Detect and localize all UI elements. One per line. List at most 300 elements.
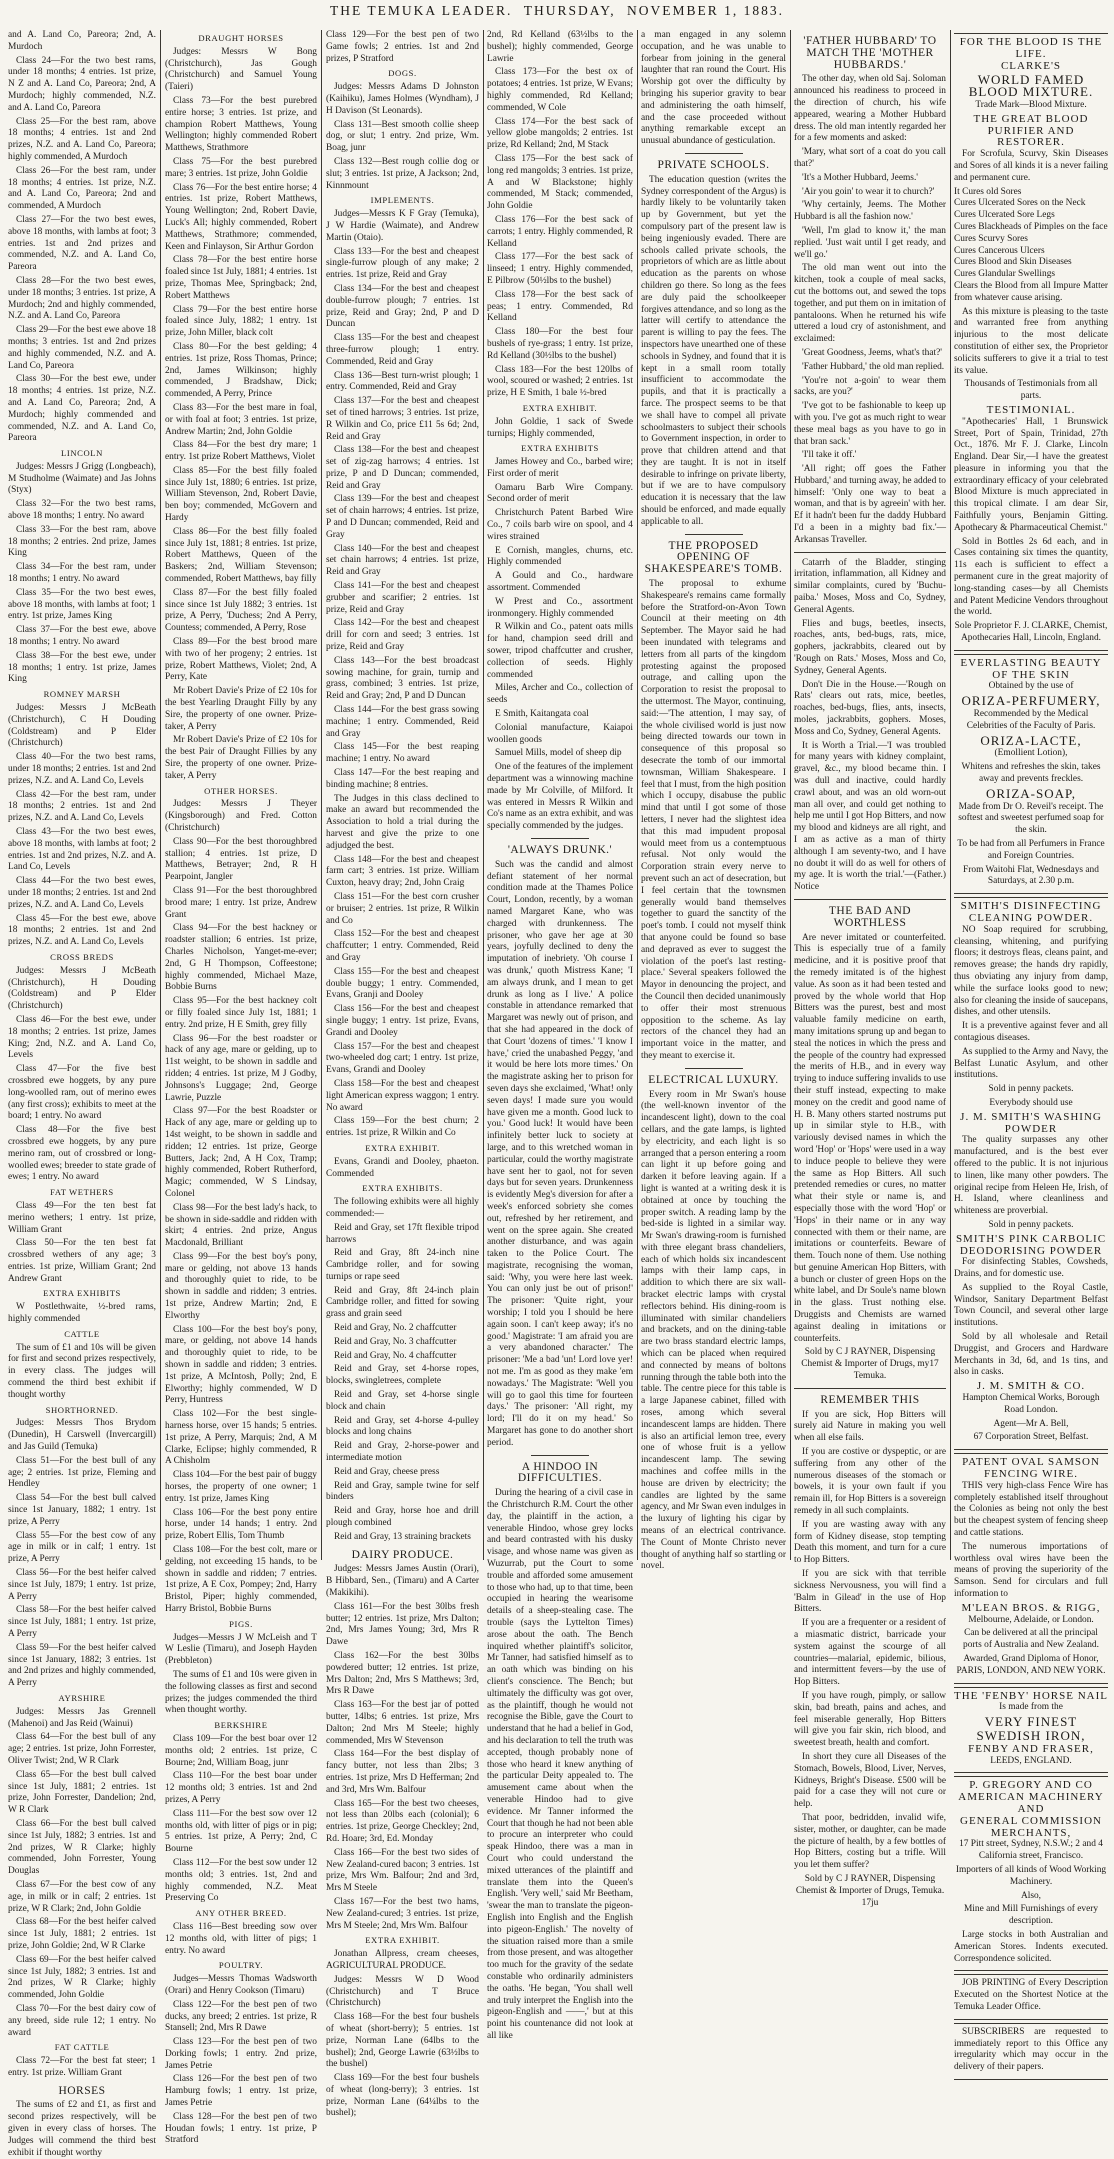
section-heading: DAIRY PRODUCE. [351,1548,454,1561]
advert-paragraph: The quality surpasses any other manufactured, and is the best ever offered to the public. It is not injurious to linen, like many other powders. The original recipe from Heleen He, Irish, of H. Island, where cleanliness and whiteness are proverbial. [954,1135,1108,1217]
column-rule [950,30,951,1560]
article-paragraph: The Judges in this class declined to make an award but recommended the Association to hold a trial during the harvest and give the prize to one adjudged the best. [326,793,479,851]
section-heading: CROSS BREDS [50,951,114,962]
article-paragraph: 'Great Goodness, Jeems, what's that?' [802,347,942,358]
article-divider [531,1455,589,1456]
article-paragraph: 'Father Hubbard,' the old man replied. [802,361,945,372]
masthead-title: THE TEMUKA LEADER. [329,3,513,18]
article-paragraph: 'Mary, what sort of a coat do you call that?' [794,147,946,169]
article-paragraph: Mr Robert Davie's Prize of £2 10s for the best Yearling Draught Filly by any Sire, the property of one owner. Prize-taker, A Perry [165,686,317,732]
advert-divider [794,552,946,553]
article-paragraph: Class 80—For the best gelding; 4 entries. 1st prize, Ross Thomas, Prince; 2nd, James Wilkinson; highly commended, J Bradshaw, Dick; commended, A Perry, Prince [165,341,317,400]
article-paragraph: W Postlethwaite, ½-bred rams, highly commended [8,1302,156,1325]
section-heading: IMPLEMENTS. [370,195,435,206]
advert-line: Everybody should use [989,1097,1073,1108]
article-paragraph: Reid and Gray, set 4-horse ropes, blocks, swingletrees, complete [326,1364,479,1387]
advert-title: SMITH'S PINK CARBOLIC DEODORISING POWDER [955,1232,1107,1257]
article-paragraph: The sums of £1 and 10s were given in the following classes as first and second prizes; the judges commended the third when thought worthy. [165,1669,317,1716]
article-paragraph: Class 86—For the best filly foaled since July 1st, 1881; 8 entries. 1st prize, Robert Matthews, Queen of the Baskers; 2nd, William Stevenson; commended, Robert Matthews, bay filly [165,526,317,585]
article-paragraph: Class 98—For the best lady's hack, to be shown in side-saddle and ridden with skirt; 4 entries. 2nd prize, Angus Macdonald, Brilliant [165,1202,317,1249]
advert-line: Made from Dr O. Reveil's receipt. The softest and sweetest perfumed soap for the skin. [958,801,1104,836]
advert-clarkes-blood-mixture [954,33,1108,651]
article-paragraph: Class 24—For the two best rams, under 18 months; 4 entries. 1st prize, N Z and A. Land Co, Pareora; 2nd, A Murdoch; highly commended, N.Z. and A. Land Co, Pareora [8,55,156,113]
article-paragraph: 'I've got to be fashionable to keep up with you. I've got as much right to wear these meal bags as you have to go in that bran sack.' [794,401,946,447]
advert-signature: Sold by C J RAYNER, Dispensing Chemist & Importer of Drugs, my17 Temuka. [801,1347,939,1382]
section-heading: POULTRY. [218,1960,264,1971]
advert-title: SMITH'S DISINFECTING CLEANING POWDER. [960,900,1102,924]
article-paragraph: Class 65—For the best bull calved since 1st July, 1881; 2 entries. 1st prize, John Forrester, Dandelion; 2nd, W R Clark [8,1769,156,1816]
article-paragraph: Reid and Gray, 2-horse-power and intermediate motion [326,1441,479,1464]
article-paragraph: Class 141—For the best and cheapest grubber and scarifier; 2 entries. 1st prize, Reid and Gray [326,581,479,615]
advert-subscribers-notice [954,2023,1108,2080]
article-paragraph: The education question (writes the Sydney correspondent of the Argus) is hardly likely to be voluntarily taken up by Government, but yet the compulsory part of the present law is being ingeniously evaded. There are schools called private schools, the proprietors of which are as little about education as the parents on whose children go there. So long as the fees are duly paid the schoolkeeper forgives attendance, and so long as the latter will certify to attendance the parent is willing to pay the fees. The inspectors have unearthed one of these schools in Sydney, and found that it is kept in a small room totally insufficient to accommodate the pupils, and that it is practically a farce. The prospect seems to be that we shall have to compel all private schoolmasters to subject their schools to Government inspection, in order to prove that children attend and that they are taught. It is not in itself desirable to infringe on private liberty, but if we are to have compulsory education it is necessary that the law should be enforced, and made equally applicable to all. [641,174,786,527]
article-paragraph: Class 75—For the best purebred mare; 3 entries. 1st prize, John Goldie [165,156,317,179]
advert-paragraph: For disinfecting Stables, Cowsheds, Drains, and for domestic use. [954,1257,1108,1280]
advert-paragraph: "Apothecaries' Hall, 1 Brunswick Street, Port of Spain, Trinidad, 27th Oct., 1876. Mr F. J. Clarke, Lincoln England. Dear Sir,—I have the greatest pleasure in informing you that the extraordinary efficacy of your celebrated Blood Mixture is much appreciated in this tropical climate. I am dear Sir, Faithfully yours, Benjamin Gitting. Apothecary & Pharmaceutical Chemist." [954,416,1108,533]
section-heading: EXTRA EXHIBITS [521,443,599,454]
advert-line: LEEDS, ENGLAND. [990,1755,1072,1766]
article-paragraph: Class 177—For the best sack of linseed; 1 entry. Highly commended, E Pilbrow (50½lbs to the bushel) [487,252,633,286]
article-paragraph: Class 151—For the best corn crusher or bruiser; 2 entries. 1st prize, R Wilkin and Co [326,891,479,926]
masthead-date: NOVEMBER 1, 1883. [627,3,785,18]
article-paragraph: 2nd, Rd Kelland (63½lbs to the bushel); highly commended, George Lawrie [487,30,633,64]
advert-paragraph: SUBSCRIBERS are requested to immediately report to this Office any irregularity which may occur in the delivery of their papers. [954,2026,1108,2073]
column-rule [321,30,322,1560]
article-headline: 'FATHER HUBBARD' TO MATCH THE 'MOTHER HUBBARDS.' [803,35,937,71]
advert-line: Also, [1020,1890,1042,1901]
article-paragraph: Class 128—For the best pen of two Houdan fowls; 1 entry. 1st prize, P Stratford [165,2111,317,2146]
article-paragraph: Judges: Messrs W D Wood (Christchurch) and T Bruce (Christchurch) [326,1974,479,2009]
masthead-day: THURSDAY, [523,3,616,18]
advert-title: WORLD FAMED BLOOD MIXTURE. [968,72,1094,100]
advert-subtitle: THE GREAT BLOOD PURIFIER AND RESTORER. [973,112,1089,149]
article-paragraph: The following exhibits were all highly commended:— [326,1197,479,1219]
article-paragraph: 'I'll take it off.' [802,450,857,461]
article-paragraph: Class 148—For the best and cheapest farm cart; 3 entries. 1st prize. William Cuxton, heavy dray; 2nd, John Craig [326,854,479,889]
article-paragraph: 'It's a Mother Hubbard, Jeems.' [802,172,918,183]
article-paragraph: Class 158—For the best and cheapest light American express waggon; 1 entry. No award [326,1078,479,1113]
article-paragraph: Class 51—For the best bull of any age; 2 entries. 1st prize, Fleming and Hendley [8,1455,156,1490]
article-paragraph: Class 174—For the best sack of yellow globe mangolds; 2 entries. 1st prize, Rd Kelland; 2nd, M Stack [487,116,633,151]
advert-line: To be had from all Perfumers in France and Foreign Countries. [957,839,1105,861]
article-paragraph: Class 108—For the best colt, mare or gelding, not exceeding 15 hands, to be shown in saddle and ridden; 7 entries. 1st prize, A E Cox, Pompey; 2nd, Harry Bristol, Piper; highly commended, Harry Bristol, Bobbie Burns [165,1545,317,1614]
article-paragraph: Class 143—For the best broadcast sowing machine, for grain, turnip and grass, combined; 3 entries. 1st prize, Reid and Gray; 2nd, P and D Duncan [326,655,479,702]
article-paragraph: Reid and Gray, set 4-horse single block and chain [326,1390,479,1412]
advert-paragraph: If you are costive or dyspeptic, or are suffering from any other of the numerous diseases of the stomach or bowels, it is your own fault if you remain ill, for Hop Bitters is a sovereign remedy in all such complaints. [794,1447,946,1517]
section-heading: DRAUGHT HORSES [198,33,284,43]
article-divider [685,153,743,154]
section-heading: EXTRA EXHIBITS. [362,1183,443,1194]
article-paragraph: Class 64—For the best bull of any age; 2 entries. 1st prize, John Forrester, Oliver Twist; 2nd, W R Clark [8,1732,156,1766]
column-rule [483,30,484,1560]
article-paragraph: Class 59—For the best heifer calved since 1st January, 1882; 3 entries. 1st and 2nd prizes and highly commended, A Perry [8,1642,156,1689]
advert-product: ORIZA-SOAP, [985,785,1077,801]
article-divider [685,1068,743,1069]
article-paragraph: Class 136—Best turn-wrist plough; 1 entry. Commended, Reid and Gray [326,370,479,393]
advert-divider [794,899,946,900]
article-paragraph: Class 99—For the best boy's pony, mare or gelding, not above 13 hands and thoroughly quiet to ride, to be shown in saddle and ridden; 3 entries. 1st prize, Andrew Martin; 2nd, E Elworthy [165,1251,317,1321]
article-paragraph: Class 90—For the best thoroughbred stallion; 4 entries. 1st prize, D Matthews, Betrayer; 2nd, R H Pearpoint, Jangler [165,836,317,883]
article-paragraph: Class 164—For the best display of fancy butter, not less than 2lbs; 3 entries. 1st prize, Mrs D Hefferman; 2nd and 3rd, Mrs Wm. Balfour [326,1749,479,1795]
advert-title: SWEDISH IRON, [976,1727,1086,1743]
article-paragraph: Judges: Messrs J Theyer (Kingsborough) and Fred. Cotton (Christchurch) [165,799,317,833]
article-paragraph: Jonathan Allpress, cream cheeses, AGRICULTURAL PRODUCE. [326,1949,479,1971]
article-paragraph: Class 137—For the best and cheapest set of tined harrows; 3 entries. 1st prize, R Wilkin and Co, price £11 5s 6d; 2nd, Reid and Gray [326,396,479,442]
advert-subtitle: TESTIMONIAL. [986,403,1076,416]
article-paragraph: Class 30—For the best ewe, under 18 months; 4 entries. 1st prize, N.Z. and A. Land Co, Pareora; 2nd, A Murdoch; highly commended and commended, N.Z. and A. Land Co, Pareora [8,374,156,444]
article-paragraph: Class 33—For the best ram, above 18 months; 2 entries. 2nd prize, James King [8,524,156,559]
article-paragraph: Class 162—For the best 30lbs powdered butter; 12 entries. 1st prize, Mrs Dalton; 2nd, Mrs S Matthews; 3rd, Mrs R Dawe [326,1651,479,1697]
advert-title: THE 'FENBY' HORSE NAIL [954,1689,1108,1702]
article-paragraph: Reid and Gray, No. 2 chaffcutter [334,1323,457,1334]
article-paragraph: Class 139—For the best and cheapest set of chain harrows; 4 entries. 1st prize, P and D Duncan; commended, Reid and Gray [326,494,479,540]
article-paragraph: Reid and Gray, horse hoe and drill plough combined [326,1506,479,1529]
article-paragraph: R Wilkin and Co., patent oats mills for hand, champion seed drill and sower, tripod chaffcutter and crusher, collection of seeds. Highly commended [487,622,633,680]
article-paragraph: Class 70—For the best dairy cow of any breed, side rule 12; 1 entry. No award [8,2003,156,2038]
column-2 [165,30,317,2146]
article-paragraph: Class 47—For the five best crossbred ewe hoggets, by any pure long-woolled ram, out of merino ewes (any first cross); exhibits to meet at the board; 1 entry. No award [8,1064,156,1122]
advert-paragraph: If you are sick, Hop Bitters will surely aid Nature in making you well when all else fails. [794,1409,946,1444]
article-paragraph: Reid and Gray, No. 3 chaffcutter [334,1336,457,1347]
advert-oriza [954,654,1108,894]
advert-paragraph: Sold by all wholesale and Retail Druggist, and Grocers and Hardware Merchants in 3d, 6d, and 1s tins, and also in casks. [954,1332,1108,1378]
article-paragraph: John Goldie, 1 sack of Swede turnips; Highly commended, [487,416,633,439]
advert-subtitle: GENERAL COMMISSION MERCHANTS, [960,1814,1102,1839]
advert-list: It Cures old Sores Cures Ulcerated Sores on the Neck Cures Ulcerated Sore Legs Cures Blackheads of Pimples on the face Cures Scurvy Sores Cures Cancerous Ulcers Cures Blood and Skin Diseases Cures Glandular Swellings Clears the Blood from all Impure Matter from whatever cause arising. [954,186,1108,303]
article-paragraph: Class 104—For the best pair of buggy horses, the property of one owner; 1 entry. 1st prize, James King [165,1470,317,1504]
article-paragraph: Class 100—For the best boy's pony, mare, or gelding, not above 14 hands and thoroughly quiet to ride, to be shown in saddle and ridden; 3 entries. 1st prize, A McIntosh, Polly; 2nd, E Elworthy; highly commended, W D Perry, Huntress [165,1324,317,1406]
advert-job-printing [954,1974,1108,2019]
article-paragraph: Class 54—For the best bull calved since 1st January, 1882; 1 entry. 1st prize, A Perry [8,1493,156,1527]
article-headline: A HINDOO IN DIFFICULTIES. [517,1460,603,1485]
article-paragraph: The old man went out into the kitchen, took a couple of meal sacks, cut the bottoms out, and sewed the tops together, and put them on in imitation of pantaloons. When he returned his wife uttered a loud cry of astonishment, and exclaimed: [794,263,946,345]
section-heading: EXTRA EXHIBITS [43,1288,121,1299]
advert-tagline: FOR THE BLOOD IS THE LIFE. [959,36,1103,60]
article-paragraph: Class 157—For the best and cheapest two-wheeled dog cart; 1 entry. 1st prize, Evans, Grandi and Dooley [326,1041,479,1076]
article-paragraph: Judges: Messrs James Austin (Orari), B Hibbard, Sen., (Timaru) and A Carter (Makikihi). [326,1564,479,1599]
advert-line: Thousands of Testimonials from all parts. [964,379,1098,402]
section-heading: FAT WETHERS [50,1187,114,1198]
column-5 [641,30,786,1572]
advert-line: Agent—Mr A. Bell, [993,1418,1069,1429]
article-paragraph: Such was the candid and almost defiant statement of her normal condition made at the Thames Police Court, London, recently, by a woman named Margaret Kane, who was charged with drunkenness. The prisoner, who gave her age at 30 years, joyfully declined to deny the imputation of inebriety. 'Oh course I was drunk,' quoth Mistress Kane; 'I am always drunk, and I mean to get drunk as long as I live.' A police constable in attendance remarked that Margaret was newly out of prison, and that she had appeared in the dock of that Court 'dozens of times.' 'I know I have,' cried the unabashed Peggy, 'and it would be here lots more times.' On the magistrate asking her to prison for seven days she exclaimed, 'What! only seven days! I made sure you would have given me a month. Good luck to you.' Good luck! It would have been infinitely better luck to society at large, and to this wretched woman in particular, could the worthy magistrate have sent her to gaol, not for seven days but for seven years. Drunkenness is evidently Meg's diversion for after a week's enforced sobriety she comes out, refreshed by her retirement, and went on the spree again. She created another disturbance, and was again taken to the Police Court. The magistrate, recognising the woman, said: 'Why, you were here last week. You can only just be out of prison!' The prisoner: 'Quite right, your worship; I told you I should be here again soon. I can't keep away; it's no good.' Magistrate: 'I am afraid you are a very abandoned character.' The prisoner: 'Me a bad 'un! Lord love yer! not me. I'm as good as they make 'em nowadays.' The Magistrate: 'Well you will go to gaol this time for fourteen days.' The prisoner: 'All right, my lord; I'll do it on my head.' So Margaret has gone to do another short period. [487,859,633,1448]
article-paragraph: Every room in Mr Swan's house (the well-known inventor of the incandescent light), down to the coal cellars, and the gate lamps, is lighted by electricity, and each light is so arranged that a person entering a room can light it up before going and darken it before leaving again. If a light is wanted at a writing desk it is obtained at once by touching the proper switch. A reading lamp by the bed-side is lighted in a similar way. Mr Swan's drawing-room is furnished with three elegant brass chandeliers, each of which holds six incandescent lamps with their lamp caps, in addition to which there are six wall-bracket electric lamps with crystal reflectors behind. His dining-room is illuminated with similar chandeliers and brackets, and on the dining-table are two brass standard electric lamps, which can be placed when required and connected by means of boltons running through the table both into the table. The centre piece for this table is a large Japanese cabinet, filled with roses, among which several incandescent lamps are hidden. There is also an artificial lemon tree, every one of whose fruit is a yellow incandescent lamp. The sewing machines and coffee mills in the house are driven by electricity; the candles are lighted by the same agency, and Mr Swan even indulges in the luxury of lighting his cigar by means of an electrical contrivance. The Count of Monte Christo never thought of anything half so startling or novel. [641,1089,786,1572]
article-paragraph: The sum of £1 and 10s will be given for first and second prizes respectively, in every class. The judges will commend the third best exhibit if thought worthy [8,1342,156,1400]
section-heading: CATTLE [64,1328,100,1339]
advert-product: ORIZA-PERFUMERY, [961,693,1101,709]
article-paragraph: Class 42—For the best ram, under 18 months; 2 entries. 1st and 2nd prizes, N.Z. and A. Land Co, Levels [8,789,156,824]
article-paragraph: 'Why certainly, Jeems. The Mother Hubbard is all the fashion now.' [794,200,946,223]
article-paragraph: Class 58—For the best heifer calved since 1st July, 1881; 1 entry. 1st prize, A Perry [8,1605,156,1639]
article-paragraph: Class 28—For the two best ewes, under 18 months; 3 entries. 1st prize, A Murdoch; 2nd and highly commended, N.Z. and A. Land Co, Pareora [8,275,156,322]
article-paragraph: Class 169—For the best four bushels of wheat (long-berry); 3 entries. 1st prize, Norman Lane (64¼lbs to the bushel); [326,2073,479,2119]
advert-divider [794,1388,946,1389]
article-paragraph: The proposal to exhume Shakespeare's remains came formally before the Stratford-on-Avon Town Council at their meeting on 4th September. The Mayor said he had been inundated with telegrams and letters from all parts of the kingdom protesting against the proposed outrage, and calling upon the Corporation to resist the proposal to the uttermost. The Mayor, continuing, said:—'The attention, I may say, of the whole civilised world is just now being directed towards our town in consequence of this proposal so desecrate the tomb of our immortal townsman, William Shakespeare. I feel that I must, from the high position which I occupy, disabuse the public mind that until I got some of those letters, I never had the slightest idea that this mad impudent proposal would meet from us a contemptuous refusal. Not only would the Corporation strain every nerve to prevent such an act of desecration, but I feel certain that the townsmen generally would band themselves together to guard the sanctity of the poet's tomb. I could not myself think that anyone could be found so base and depraved as ever to suggest the violation of the poet's last resting-place.' Several speakers followed the Mayor in denouncing the project, and the Council then decided unanimously to offer their most strenuous opposition to the scheme. As lay rectors of the chancel they had an important voice in the matter, and they meant to exercise it. [641,579,786,1061]
advert-samson-wire [954,1453,1108,1683]
article-paragraph: Class 27—For the two best ewes, above 18 months, with lambs at foot; 3 entries. 1st and 2nd prizes and commended, N.Z. and A. Land Co, Pareora [8,214,156,273]
article-paragraph: Judges—Messrs Thomas Wadsworth (Orari) and Henry Cookson (Timaru) [165,1974,317,1996]
article-headline: ELECTRICAL LUXURY. [648,1073,779,1086]
section-heading: AYRSHIRE [58,1692,106,1703]
article-paragraph: Class 68—For the best heifer calved since 1st July, 1881; 2 entries. 1st prize, John Goldie; 2nd, W R Clarke [8,1917,156,1951]
article-paragraph: Class 29—For the best ewe above 18 months; 3 entries. 1st and 2nd prizes and highly commended, N.Z. and A. Land Co, Pareora [8,325,156,371]
article-paragraph: Class 66—For the best bull calved since 1st July, 1882; 3 entries. 1st and 2nd prizes, W R Clarke; highly commended, John Forrester, Young Douglas [8,1818,156,1877]
section-heading: PIGS. [229,1618,253,1629]
article-paragraph: During the hearing of a civil case in the Christchurch R.M. Court the other day, the plaintiff in the action, a venerable Hindoo, whose grey locks and beard contrasted with his dusky visage, and whose name was given as Wuzurrab, put the Court to some trouble and afforded some amusement to those who had, up to that time, been occupied in hearing the wearisome details of a sheep-stealing case. The trouble (says the Lyttelton Times) arose about the oath. The Bench inquired whether plaintiff's solicitor, Mr Tanner, had satisfied himself as to an oath which was binding on his client's conscience. The Bench; but ultimately the difficulty was got over, as the plaintiff, though he would not recognise the Bible, gave the Court to understand that he had a belief in God, and his declaration to tell the truth was accepted, though probably none of those who heard it knew anything of the particular Deity appealed to. The amusement came about when the venerable Hindoo had to give evidence. Mr Tanner informed the Court that though he had not been able to procure an interpreter who could speak Hindoo, there was a man in Court who could understand the mixed utterances of the plaintiff and translate them into the Queen's English. 'Very well,' said Mr Beetham, 'swear the man to translate the pigeon-English into English and the English into pigeon-English.' The novelty of the situation raised more than a smile from those present, and was altogether too much for the gravity of the sedate constable who ordinarily administers the oaths. 'He began, 'You shall well and truly interpret the English into the pigeon-English and ——,' but at this point his countenance did not look at all like [487,1488,633,2041]
advert-line: Is made from the [999,1702,1063,1713]
advert-heading: THE BAD AND WORTHLESS [828,904,912,929]
column-1 [8,30,156,2158]
article-paragraph: 'All right; off goes the Father Hubbard,' and turning away, he added to himself: 'Only one way to beat a woman, and that is by agreein' with her. Ef it hadn't been fur the daddy Hubbard I'd a been in a mighty bad fix.'—Arkansas Traveller. [794,464,946,545]
article-paragraph: The sums of £2 and £1, as first and second prizes respectively, will be given in every class of horses. The Judges will commend the third best exhibit if thought worthy [8,2100,156,2158]
column-4 [487,30,633,2041]
advert-paragraph: Large stocks in both Australian and American Stores. Indents executed. Correspondence solicited. [954,1929,1108,1964]
article-paragraph: Class 163—For the best jar of potted butter, 14lbs; 6 entries. 1st prize, Mrs Dalton; 2nd Mrs M Steele; highly commended, Mrs W Stevenson [326,1700,479,1746]
article-paragraph: Class 83—For the best mare in foal, or with foal at foot; 3 entries. 1st prize, Andrew Martin; 2nd, John Goldie [165,402,317,437]
section-heading: EXTRA EXHIBIT. [365,1935,440,1946]
advert-line: Sold in penny packets. [988,1084,1074,1095]
article-paragraph: Class 26—For the best ram, under 18 months; 4 entries. 1st prize, N.Z. and A. Land Co, Pareora; 2nd and commended, A Murdoch [8,165,156,212]
article-paragraph: James Howey and Co., barbed wire; First order of merit [487,457,633,479]
article-paragraph: Class 72—For the best fat steer; 1 entry. 1st prize. William Grant [8,2056,156,2078]
advert-paragraph: As this mixture is pleasing to the taste and warranted free from anything injurious to the most delicate constitution of either sex, the Proprietor solicits sufferers to give it a trial to test its value. [954,306,1108,376]
article-paragraph: Judges—Messrs J W McLeish and T W Leslie (Timaru), and Joseph Hayden (Prebbleton) [165,1632,317,1667]
advert-line: Mine and Mill Furnishings of every description. [963,1904,1099,1927]
article-paragraph: Class 43—For the two best ewes, above 18 months, with lambs at foot; 2 entries. 1st and 2nd prizes, N.Z. and A. Land Co, Levels [8,827,156,873]
article-paragraph: Class 165—For the best two cheeses, not less than 20lbs each (colonial); 6 entries. 1st prize, George Checkley; 2nd, Rd. Hoare; 3rd, Ed. Monday [326,1798,479,1844]
advert-paragraph: THIS very high-class Fence Wire has completely established itself throughout the Colonies as being not only the best but the cheapest system of fencing sheep and cattle stations. [954,1480,1108,1539]
article-paragraph: Judges: Messrs Thos Brydom (Dunedin), H Carswell (Invercargill) and Jas Guild (Temuka) [8,1418,156,1453]
advert-line: 67 Corporation Street, Belfast. [973,1432,1089,1443]
article-paragraph: Class 135—For the best and cheapest three-furrow plough; 1 entry. Commended, Reid and Gray [326,333,479,367]
advert-paragraph: Are never imitated or counterfeited. This is especially true of a family medicine, and it is positive proof that the remedy imitated is of the highest value. As soon as it had been tested and proved by the whole world that Hop Bitters was the purest, best and most valuable family medicine on earth, many imitations sprung up and began to steal the notices in which the press and the people of the country had expressed the merits of H.B., and in every way trying to induce suffering invalids to use their stuff instead, expecting to make money on the credit and good name of H. B. Many others started nostrums put up in similar style to H.B., with variously devised names in which the word 'Hop' or 'Hops' were used in a way to induce people to believe they were the same as Hop Bitters. All such pretended remedies or cures, no matter what their style or name is, and especially those with the word 'Hop' or 'Hops' in their name or in any way connected with them or their name, are imitations or counterfeits. Beware of them. Touch none of them. Use nothing but genuine American Hop Bitters, with a bunch or cluster of green Hops on the white label, and Dr Soule's name blown in the glass. Trust nothing else. Druggists and Chemists are warned against dealing in imitations or counterfeits. [794,932,946,1344]
article-paragraph: Class 173—For the best ox of potatoes; 4 entries. 1st prize, W Evans; highly commended, Rd Kelland; commended, W Cole [487,67,633,113]
article-paragraph: Class 25—For the best ram, above 18 months; 4 entries. 1st and 2nd prizes, N.Z. and A. Land Co, Pareora; highly commended, A Murdoch [8,116,156,162]
article-paragraph: Class 178—For the best sack of peas; 1 entry. Commended, Rd Kelland [487,289,633,324]
advert-paragraph: It is Worth a Trial.—'I was troubled for many years with kidney complaint, gravel, &c., my blood became thin. I was dull and inactive, could hardly crawl about, and was an old worn-out man all over, and could get nothing to help me until I got Hop Bitters, and now my blood and kidneys are all right, and I am as active as a man of thirty although I am seventy-two, and I have no doubt it will do as well for others of my age. It is worth the trial.'—(Father.) Notice [794,740,946,893]
advert-line: Awarded, Grand Diploma of Honor, PARIS, LONDON, AND NEW YORK. [956,1654,1106,1676]
column-3 [326,30,479,2119]
advert-line: Whitens and refreshes the skin, takes away and prevents freckles. [961,762,1101,785]
article-paragraph: Class 112—For the best sow under 12 months old; 3 entries. 1st, 2nd and highly commended, N.Z. Meat Preserving Co [165,1857,317,1904]
article-paragraph: Class 35—For the two best ewes, above 18 months, with lambs at foot; 1 entry. 1st prize, James King [8,587,156,622]
article-paragraph: 'Well, I'm glad to know it,' the man replied. 'Just wait until I get ready, and we'll go.' [794,225,946,260]
article-paragraph: Judges—Messrs K F Gray (Temuka), J W Hardie (Waimate), and Andrew Martin (Otaio). [326,209,479,243]
section-heading: SHORTHORNED. [45,1404,119,1415]
article-paragraph: Class 73—For the best purebred entire horse; 3 entries. 1st prize, and champion Robert Matthews, Young Wellington; highly commended Robert Matthews, Strathmore [165,95,317,154]
article-divider [685,534,743,535]
advert-line: Recommended by the Medical Celebrities of the Faculty of Paris. [966,709,1096,731]
advert-paragraph: As supplied to the Royal Castle, Windsor, Sanitary Department Belfast Town Council, and several other large institutions. [954,1282,1108,1329]
article-paragraph: Class 49—For the ten best fat merino wethers; 1 entry. 1st prize, William Grant [8,1200,156,1235]
article-paragraph: Class 95—For the best hackney colt or filly foaled since July 1st, 1881; 1 entry. 2nd prize, H E Smith, grey filly [165,996,317,1030]
article-paragraph: Class 40—For the two best rams, under 18 months; 2 entries. 1st and 2nd prizes, N.Z. and A. Land Co, Levels [8,752,156,786]
article-paragraph: Class 94—For the best hackney or roadster stallion; 6 entries. 1st prize, Charles Nicholson, Yanget-me-ever; 2nd, G H Thompson, Coffeestone; highly commended, Michael Maze, Bobbie Burns [165,923,317,993]
article-paragraph: Class 161—For the best 30lbs fresh butter; 12 entries. 1st prize, Mrs Dalton; 2nd, Mrs James Young; 3rd, Mrs R Dawe [326,1601,479,1648]
article-paragraph: Class 110—For the best boar under 12 months old; 3 entries. 1st and 2nd prizes, A Perry [165,1771,317,1805]
article-paragraph: Class 183—For the best 120lbs of wool, scoured or washed; 2 entries. 1st prize, H E Smith, 1 bale ½-bred [487,364,633,399]
column-7-adverts [954,30,1108,2073]
article-paragraph: Class 132—Best rough collie dog or slut; 3 entries. 1st prize, A Jackson; 2nd, Kinnmount [326,156,479,191]
article-paragraph: Class 97—For the best Roadster or Hack of any age, mare or gelding up to 14st weight, to be shown in saddle and ridden; 12 entries. 1st prize, George Butters, Jack; 2nd, A H Cox, Tramp; highly commended, Robert Rutherford, Magic; commended, W S Lindsay, Colonel [165,1106,317,1199]
article-paragraph: Class 138—For the best and cheapest set of zig-zag harrows; 4 entries. 1st prize, P and D Duncan; commended, Reid and Gray [326,445,479,491]
advert-line: From Waitohi Flat, Wednesdays and Saturdays, at 2.30 p.m. [963,864,1099,887]
article-paragraph: Reid and Gray, 8ft 24-inch nine Cambridge roller, and for sowing turnips or rape seed [326,1248,479,1282]
article-paragraph: Judges: Messrs Jas Grennell (Mahenoi) and Jas Reid (Wainui) [8,1706,156,1729]
article-paragraph: Class 122—For the best pen of two ducks, any breed; 2 entries. 1st prize, R Stansell; 2nd, Mrs R Dawe [165,1999,317,2034]
section-heading: ROMNEY MARSH [43,689,121,700]
masthead [0,3,1114,25]
article-paragraph: W Prest and Co., assortment ironmongery. Highly commended [487,596,633,619]
section-heading: FAT CATTLE [54,2042,110,2053]
article-paragraph: Class 89—For the best brood mare with two of her progeny; 2 entries. 1st prize, Robert Matthews, Violet; 2nd, A Perry, Kate [165,637,317,683]
article-paragraph: Class 45—For the best ewe, above 18 months; 2 entries. 1st and 2nd prizes, N.Z. and A. Land Co, Levels [8,913,156,948]
advert-line: Obtained by the use of [988,681,1074,692]
article-paragraph: Reid and Gray, 13 straining brackets [334,1531,471,1542]
advert-company: FENBY AND FRASER, [968,1742,1094,1755]
article-paragraph: Class 37—For the best ewe, above 18 months; 1 entry. No award [8,625,156,648]
article-paragraph: Reid and Gray, No. 4 chaffcutter [334,1350,457,1361]
article-paragraph: Class 91—For the best thoroughbred brood mare; 1 entry. 1st prize, Andrew Grant [165,885,317,920]
column-rule [790,30,791,1560]
article-paragraph: Class 155—For the best and cheapest double buggy; 1 entry. Commended, Evans, Granji and Dooley [326,966,479,1001]
article-paragraph: Class 123—For the best pen of two Dorking fowls; 1 entry. 2nd prize, James Petrie [165,2037,317,2071]
article-paragraph: Class 109—For the best boar over 12 months old; 2 entries. 1st prize, C Bourne; 2nd, William Boag, junr [165,1733,317,1768]
advert-subtitle: AMERICAN MACHINERY AND [958,1791,1104,1815]
advert-smiths-powders [954,897,1108,1450]
advert-paragraph: In short they cure all Diseases of the Stomach, Bowels, Blood, Liver, Nerves, Kidneys, Bright's Disease. £500 will be paid for a case they will not cure or help. [794,1751,946,1810]
advert-paragraph: Catarrh of the Bladder, stinging irritation, inflammation, all Kidney and similar complaints, cured by 'Buchu-paiba.' Moses, Moss and Co, Sydney, General Agents. [794,557,946,615]
section-heading: OTHER HORSES. [204,785,278,796]
article-paragraph: 'Air you goin' to wear it to church?' [802,186,935,197]
advert-paragraph: JOB PRINTING of Every Description Executed on the Shortest Notice at the Temuka Leader Office. [954,1978,1108,2012]
article-paragraph: Class 140—For the best and cheapest set chain harrows; 4 entries. 1st prize, Reid and Gray [326,543,479,578]
article-paragraph: Class 78—For the best entire horse foaled since 1st July, 1881; 4 entries. 1st prize, Thomas Mee, Springback; 2nd, Robert Matthews [165,255,317,301]
article-paragraph: Class 44—For the two best ewes, under 18 months; 2 entries. 1st and 2nd prizes, N.Z. and A. Land Co, Levels [8,876,156,910]
article-paragraph: Class 133—For the best and cheapest single-furrow plough of any make; 2 entries. 1st prize, Reid and Gray [326,246,479,281]
article-divider [531,838,589,839]
article-paragraph: Class 38—For the best ewe, under 18 months; 1 entry. 1st prize, James King [8,650,156,685]
advert-heading: REMEMBER THIS [820,1393,920,1406]
article-headline: THE PROPOSED OPENING OF SHAKESPEARE'S TOMB. [644,539,783,576]
advert-fenby-horse-nail [954,1687,1108,1774]
article-paragraph: Class 87—For the best filly foaled since since 1st July 1882; 3 entries. 1st prize, A Perry, 'Duchess; 2nd A Perry, Countess; commended, A Perry, Rose [165,587,317,634]
advert-paragraph: If you are a frequenter or a resident of a miasmatic district, barricade your system against the scourge of all countries—malarial, epidemic, bilious, and intermittent fevers—by the use of Hop Bitters. [794,1618,946,1688]
advert-paragraph: Don't Die in the House.—'Rough on Rats' clears out rats, mice, beetles, roaches, bed-bugs, flies, ants, insects, moles, jackrabbits, gophers. Moses, Moss and Co, Sydney, General Agents. [794,679,946,737]
article-headline: PRIVATE SCHOOLS. [657,158,770,171]
article-paragraph: Class 48—For the five best crossbred ewe hoggets, by any pure merino ram, out of crossbred or long-woolled ewes; breeder to state grade of ewes; 1 entry. No award [8,1125,156,1183]
article-paragraph: Class 147—For the best reaping and binding machine; 8 entries. [326,768,479,790]
article-paragraph: Class 126—For the best pen of two Hamburg fowls; 1 entry. 1st prize, James Petrie [165,2074,317,2109]
section-heading: EXTRA EXHIBIT. [365,1142,440,1153]
article-paragraph: Reid and Gray, sample twine for self binders [326,1480,479,1503]
article-paragraph: E Cornish, mangles, churns, etc. Highly commended [487,545,633,568]
article-paragraph: Samuel Mills, model of sheep dip [495,748,622,759]
section-heading: HORSES [58,2084,106,2097]
article-paragraph: Class 166—For the best two sides of New Zealand-cured bacon; 3 entries. 1st prize, Mrs Wm. Balfour; 2nd and 3rd, Mrs M Steele [326,1847,479,1894]
article-paragraph: Class 79—For the best entire horse foaled since July, 1882; 1 entry. 1st prize, John Miller, black colt [165,304,317,339]
article-paragraph: Colonial manufacture, Kaiapoi woollen goods [487,722,633,745]
advert-paragraph: It is a preventive against fever and all contagious diseases. [954,1021,1108,1043]
article-paragraph: and A. Land Co, Pareora; 2nd, A. Murdoch [8,30,156,52]
article-paragraph: Reid and Gray, cheese press [334,1466,440,1477]
advert-company: M'LEAN BROS. & RIGG, [961,1601,1101,1614]
article-paragraph: Class 102—For the best single-harness horse, over 15 hands; 5 entries. 1st prize, A Perry, Marquis; 2nd, A M Clarke, Eclipse; highly commended, R A Chisholm [165,1409,317,1467]
article-paragraph: Class 56—For the best heifer calved since 1st July, 1879; 1 entry. 1st prize, A Perry [8,1568,156,1602]
advert-paragraph: If you are sick with that terrible sickness Nervousness, you will find a 'Balm in Gilead' in the use of Hop Bitters. [794,1569,946,1615]
advert-paragraph: If you are wasting away with any form of Kidney disease, stop tempting Death this moment, and turn for a cure to Hop Bitters. [794,1519,946,1566]
advert-line: Hampton Chemical Works, Borough Road London. [962,1393,1100,1415]
article-paragraph: Class 106—For the best pony entire horse, under 14 hands; 1 entry. 2nd prize, Robert Ellis, Tom Thumb [165,1507,317,1542]
advert-paragraph: As supplied to the Army and Navy, the Belfast Lunatic Asylum, and other institutions. [954,1046,1108,1081]
article-paragraph: Miles, Archer and Co., collection of seeds [487,683,633,706]
article-paragraph: Class 55—For the best cow of any age in milk or in calf; 1 entry. 1st prize, A Perry [8,1530,156,1565]
advert-line: Melbourne, Adelaide, or London. [968,1614,1094,1625]
article-paragraph: Judges: Messrs Adams D Johnston (Kaihiku), James Holmes (Wyndham), J H Davison (St Leonards). [326,82,479,116]
section-heading: LINCOLN [61,448,103,459]
advert-line: Importers of all kinds of Wood Working Machinery. [955,1864,1107,1887]
article-paragraph: Class 175—For the best sack of long red mangolds; 3 entries. 1st prize, A and W Blackstone; highly commended, M Stack; commended, John Goldie [487,153,633,212]
article-paragraph: E Smith, Kaitangata coal [495,709,589,720]
column-rule [637,30,638,1560]
advert-paragraph: For Scrofula, Scurvy, Skin Diseases and Sores of all kinds it is a never failing and permanent cure. [954,149,1108,183]
advert-paragraph: That poor, bedridden, invalid wife, sister, mother, or daughter, can be made the picture of health, by a few bottles of Hop Bitters, costing but a trifle. Will you let them suffer? [794,1812,946,1871]
advert-paragraph: The numerous importations of worthless oval wires have been the means of proving the superiority of the Samson. Send for circulars and full information to [954,1541,1108,1600]
advert-paragraph: Flies and bugs, beetles, insects, roaches, ants, bed-bugs, rats, mice, gophers, jackrabbits, cleared out by 'Rough on Rats.' Moses, Moss and Co, Sydney, General Agents. [794,618,946,676]
article-paragraph: One of the features of the implement department was a winnowing machine made by Mr Colville, of Milford. It was entered in Messrs R Wilkin and Co's name as an extra exhibit, and was specially commended by the judges. [487,762,633,832]
article-paragraph: Class 142—For the best and cheapest drill for corn and seed; 3 entries. 1st prize, Reid and Gray [326,618,479,653]
section-heading: BERKSHIRE [214,1720,268,1731]
advert-gregory [954,1776,1108,1971]
article-paragraph: Class 84—For the best dry mare; 1 entry. 1st prize Robert Matthews, Violet [165,440,317,463]
article-headline: 'ALWAYS DRUNK.' [507,844,613,856]
advert-line: Trade Mark—Blood Mixture. [975,99,1087,110]
article-paragraph: Judges: Messrs J McBeath (Christchurch), H Douding (Coldstream) and P Elder (Christchurch) [8,965,156,1012]
advert-title: PATENT OVAL SAMSON FENCING WIRE. [962,1456,1100,1481]
article-paragraph: Mr Robert Davie's Prize of £2 10s for the best Pair of Draught Fillies by any Sire, the property of one owner. Prize-taker, A Perry [165,735,317,781]
article-paragraph: Class 134—For the best and cheapest double-furrow plough; 7 entries. 1st prize, Reid and Gray; 2nd, P and D Duncan [326,283,479,330]
advert-title: EVERLASTING BEAUTY OF THE SKIN [960,656,1102,681]
article-paragraph: Class 34—For the best ram, under 18 months; 1 entry. No award [8,562,156,585]
advert-line: Sole Proprietor F. J. CLARKE, Chemist, Apothecaries Hall, Lincoln, England. [954,621,1108,644]
article-paragraph: Class 131—Best smooth collie sheep dog, or slut; 1 entry. 2nd prize, Wm. Boag, junr [326,119,479,154]
article-paragraph: Class 129—For the best pen of two Game fowls; 2 entries. 1st and 2nd prizes, P Stratford [326,30,479,64]
advert-company: J. M. SMITH & CO. [976,1380,1086,1393]
section-heading: EXTRA EXHIBIT. [522,402,598,413]
advert-title: VERY FINEST [984,1714,1078,1730]
article-paragraph: a man engaged in any solemn occupation, and he was unable to forbear from joining in the general laughter that ran round the Court. His Worship got over the difficulty by bringing his superior gravity to bear and administering the oath himself, and the case proceeded without anything remarkable except an unusual abundance of gesticulation. [641,30,786,147]
article-paragraph: Class 152—For the best and cheapest chaffcutter; 1 entry. Commended, Reid and Gray [326,929,479,963]
article-paragraph: Reid and Gray, set 17ft flexible tripod harrows [326,1222,479,1245]
article-paragraph: A Gould and Co., hardware assortment. Commended [487,571,633,594]
article-paragraph: Class 76—For the best entire horse; 4 entries. 1st prize, Robert Matthews, Young Wellington; 2nd, Robert Davie, Luck's All; highly commended, Robert Matthews, Strathmore; commended, Keen and Finlayson, Sir Arthur Gordon [165,182,317,252]
article-paragraph: Class 116—Best breeding sow over 12 months old, with litter of pigs; 1 entry. No award [165,1921,317,1956]
article-paragraph: Oamaru Barb Wire Company. Second order of merit [487,482,633,505]
article-paragraph: Class 180—For the best four bushels of rye-grass; 1 entry. 1st prize, Rd Kelland (30½lbs to the bushel) [487,327,633,361]
advert-line: Can be delivered at all the principal ports of Australia and New Zealand. [963,1628,1099,1651]
section-heading: ANY OTHER BREED. [195,1908,287,1919]
advert-paragraph: NO Soap required for scrubbing, cleansing, whitening, and purifying floors; it destroys fleas, cleans paint, and removes grease; the hands dry rapidly, thus obviating any injury from damp, while the surface looks good to new; also for cleaning the inside of saucepans, dishes, and other utensils. [954,924,1108,1018]
article-paragraph: Class 167—For the best two hams, New Zealand-cured; 3 entries. 1st prize, Mrs M Steele; 2nd, Mrs Wm. Balfour [326,1896,479,1931]
column-6 [794,30,946,1908]
advert-paragraph: If you have rough, pimply, or sallow skin, bad breath, pains and aches, and feel miserable generally, Hop Bitters will give you fair skin, rich blood, and sweetest breath, health and comfort. [794,1690,946,1749]
article-paragraph: Reid and Gray, set 4-horse 4-pulley blocks and long chains [326,1415,479,1438]
article-paragraph: Evans, Grandi and Dooley, phaeton. Commended [326,1156,479,1179]
article-paragraph: Class 96—For the best roadster or hack of any age, mare or gelding, up to 11st weight, to be shown in saddle and ridden; 4 entries. 1st prize, M J Godby, Johnsons's Luggage; 2nd, George Lawrie, Puzzle [165,1033,317,1103]
advert-line: 17 Pitt street, Sydney, N.S.W.; 2 and 4 California street, Francisco. [959,1839,1103,1862]
article-paragraph: Class 111—For the best sow over 12 months old, with litter of pigs or in pig; 5 entries. 1st prize, A Perry; 2nd, C Bourne [165,1808,317,1855]
article-paragraph: 'You're not a-goin' to wear them sacks, are you?' [794,375,946,398]
